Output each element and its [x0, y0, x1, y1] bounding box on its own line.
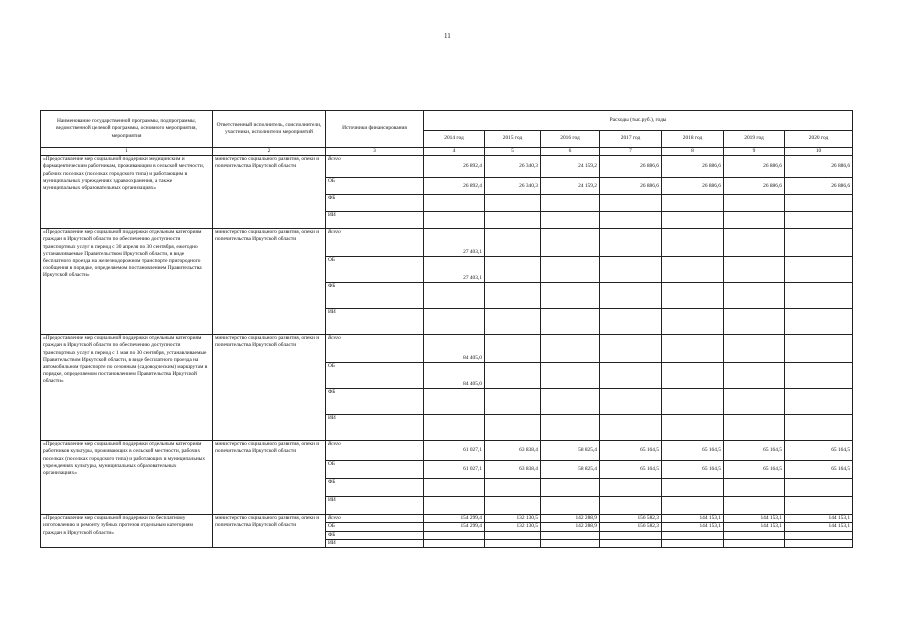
- amount-cell: [724, 531, 785, 539]
- amount-cell: 63 838,4: [485, 441, 541, 461]
- measure-name: «Предоставление мер социальной поддержки по бесплатному изготовлению и ремонту зубных протезов отдельным категориям граждан в Иркутской области»: [41, 515, 213, 548]
- amount-cell: 144 153,1: [785, 523, 853, 531]
- amount-cell: [724, 497, 785, 515]
- amount-cell: 132 130,5: [485, 515, 541, 523]
- amount-cell: 26 340,3: [485, 156, 541, 178]
- amount-cell: [485, 539, 541, 547]
- amount-cell: [485, 257, 541, 283]
- header-name: Наименование государственной программы, подпрограммы, ведомственной целевой программы, основного мероприятия, мероприятия: [41, 111, 213, 148]
- amount-cell: [785, 479, 853, 497]
- amount-cell: [600, 212, 662, 229]
- amount-cell: [600, 257, 662, 283]
- amount-cell: [662, 415, 724, 441]
- header-year: 2020 год: [785, 131, 853, 148]
- amount-cell: [724, 539, 785, 547]
- amount-cell: [600, 539, 662, 547]
- amount-cell: [600, 415, 662, 441]
- amount-cell: [541, 389, 600, 415]
- amount-cell: [600, 531, 662, 539]
- funding-source: ИИ: [326, 212, 424, 229]
- funding-source: Всего: [326, 156, 424, 178]
- amount-cell: [662, 257, 724, 283]
- amount-cell: 65 164,5: [662, 461, 724, 479]
- amount-cell: 26 886,6: [600, 178, 662, 195]
- header-executor: Ответственный исполнитель, соисполнители, участники, исполнители мероприятий: [213, 111, 326, 148]
- amount-cell: 144 153,1: [785, 515, 853, 523]
- table-row: [41, 515, 853, 523]
- table-row: [41, 335, 853, 363]
- amount-cell: 65 164,5: [600, 441, 662, 461]
- column-index: 9: [724, 148, 785, 156]
- amount-cell: [600, 363, 662, 389]
- amount-cell: [424, 195, 485, 212]
- table-row: [41, 441, 853, 461]
- amount-cell: 144 153,1: [724, 523, 785, 531]
- column-index: 8: [662, 148, 724, 156]
- amount-cell: 65 164,5: [785, 441, 853, 461]
- amount-cell: [485, 497, 541, 515]
- amount-cell: 65 164,5: [600, 461, 662, 479]
- table-row: [41, 156, 853, 178]
- amount-cell: [724, 389, 785, 415]
- column-index: 10: [785, 148, 853, 156]
- header-expenses: Расходы (тыс.руб.), годы: [424, 111, 853, 131]
- amount-cell: [785, 389, 853, 415]
- column-index: 1: [41, 148, 213, 156]
- table-row: [41, 229, 853, 257]
- funding-source: ФБ: [326, 283, 424, 309]
- amount-cell: [785, 229, 853, 257]
- amount-cell: 26 886,6: [662, 156, 724, 178]
- amount-cell: 27 403,1: [424, 229, 485, 257]
- funding-source: ФБ: [326, 389, 424, 415]
- amount-cell: [424, 389, 485, 415]
- amount-cell: [785, 195, 853, 212]
- header-year: 2015 год: [485, 131, 541, 148]
- amount-cell: 156 582,3: [600, 523, 662, 531]
- executor: министерство социального развития, опеки и попечительства Иркутской области: [213, 156, 326, 229]
- amount-cell: [485, 212, 541, 229]
- amount-cell: [662, 283, 724, 309]
- amount-cell: 26 886,6: [785, 178, 853, 195]
- amount-cell: [785, 309, 853, 335]
- amount-cell: [724, 335, 785, 363]
- funding-source: Всего: [326, 229, 424, 257]
- amount-cell: 65 164,5: [662, 441, 724, 461]
- amount-cell: [600, 479, 662, 497]
- amount-cell: [485, 195, 541, 212]
- amount-cell: [424, 415, 485, 441]
- amount-cell: 142 288,9: [541, 515, 600, 523]
- amount-cell: [724, 309, 785, 335]
- amount-cell: [541, 229, 600, 257]
- amount-cell: [541, 415, 600, 441]
- amount-cell: [724, 363, 785, 389]
- amount-cell: [662, 229, 724, 257]
- amount-cell: 26 892,4: [424, 178, 485, 195]
- amount-cell: [785, 335, 853, 363]
- measure-name: «Предоставление мер социальной поддержки отдельным категориям граждан в Иркутской области по обеспечению доступности транспортных услуг в период с 1 мая по 30 сентября, устанавливаемые Правительством Иркутской области, в виде бесплатного проезда на автомобильном транспорте по сезонным (садоводческим) маршрутам в порядке, определяемом постановлением Правительства Иркутской области»: [41, 335, 213, 441]
- amount-cell: [424, 497, 485, 515]
- amount-cell: 61 027,1: [424, 461, 485, 479]
- amount-cell: [600, 195, 662, 212]
- amount-cell: [724, 195, 785, 212]
- amount-cell: 26 340,3: [485, 178, 541, 195]
- page-number: 11: [444, 32, 451, 40]
- amount-cell: [785, 257, 853, 283]
- funding-source: ФБ: [326, 531, 424, 539]
- measure-name: «Предоставление мер социальной поддержки отдельным категориям работников культуры, проживающих в сельской местности, рабочих поселках (поселках городского типа) и работающих в муниципальных учреждениях культуры, муниципальных образовательных организациях»: [41, 441, 213, 515]
- amount-cell: [485, 415, 541, 441]
- executor: министерство социального развития, опеки и попечительства Иркутской области: [213, 335, 326, 441]
- amount-cell: [485, 309, 541, 335]
- amount-cell: [485, 283, 541, 309]
- amount-cell: [424, 283, 485, 309]
- amount-cell: [485, 479, 541, 497]
- amount-cell: 144 153,1: [662, 515, 724, 523]
- amount-cell: 26 886,6: [600, 156, 662, 178]
- amount-cell: [541, 479, 600, 497]
- amount-cell: [485, 335, 541, 363]
- amount-cell: [724, 257, 785, 283]
- amount-cell: [662, 212, 724, 229]
- amount-cell: [662, 389, 724, 415]
- funding-source: ФБ: [326, 479, 424, 497]
- amount-cell: [600, 389, 662, 415]
- amount-cell: [541, 539, 600, 547]
- header-sources: Источники финансирования: [326, 111, 424, 148]
- amount-cell: [485, 229, 541, 257]
- amount-cell: [541, 195, 600, 212]
- column-index: 7: [600, 148, 662, 156]
- amount-cell: [424, 539, 485, 547]
- column-index: 6: [541, 148, 600, 156]
- header-year: 2019 год: [724, 131, 785, 148]
- funding-source: Всего: [326, 335, 424, 363]
- amount-cell: [662, 539, 724, 547]
- funding-source: ОБ: [326, 257, 424, 283]
- amount-cell: 65 164,5: [785, 461, 853, 479]
- amount-cell: [662, 479, 724, 497]
- financing-table: [40, 110, 853, 548]
- amount-cell: [541, 257, 600, 283]
- amount-cell: [541, 309, 600, 335]
- amount-cell: [424, 479, 485, 497]
- amount-cell: [785, 539, 853, 547]
- amount-cell: [600, 283, 662, 309]
- amount-cell: [785, 212, 853, 229]
- amount-cell: 65 164,5: [724, 441, 785, 461]
- funding-source: Всего: [326, 441, 424, 461]
- header-year: 2018 год: [662, 131, 724, 148]
- amount-cell: [662, 531, 724, 539]
- amount-cell: 27 403,1: [424, 257, 485, 283]
- amount-cell: [600, 497, 662, 515]
- amount-cell: [785, 497, 853, 515]
- column-index: 2: [213, 148, 326, 156]
- amount-cell: 156 582,3: [600, 515, 662, 523]
- amount-cell: [662, 335, 724, 363]
- amount-cell: 58 825,4: [541, 441, 600, 461]
- funding-source: Всего: [326, 515, 424, 523]
- amount-cell: [485, 363, 541, 389]
- executor: министерство социального развития, опеки и попечительства Иркутской области: [213, 229, 326, 335]
- amount-cell: 26 892,4: [424, 156, 485, 178]
- amount-cell: [785, 283, 853, 309]
- amount-cell: 26 886,6: [724, 156, 785, 178]
- amount-cell: [600, 229, 662, 257]
- header-year: 2016 год: [541, 131, 600, 148]
- amount-cell: 84 405,0: [424, 335, 485, 363]
- amount-cell: 142 288,9: [541, 523, 600, 531]
- column-index: 3: [326, 148, 424, 156]
- funding-source: ИИ: [326, 415, 424, 441]
- amount-cell: 154 299,4: [424, 523, 485, 531]
- amount-cell: [662, 497, 724, 515]
- amount-cell: 144 153,1: [724, 515, 785, 523]
- executor: министерство социального развития, опеки и попечительства Иркутской области: [213, 515, 326, 548]
- amount-cell: [724, 212, 785, 229]
- amount-cell: [541, 531, 600, 539]
- amount-cell: [541, 212, 600, 229]
- amount-cell: [785, 531, 853, 539]
- amount-cell: [485, 531, 541, 539]
- amount-cell: [724, 229, 785, 257]
- amount-cell: 24 159,2: [541, 178, 600, 195]
- amount-cell: [785, 363, 853, 389]
- amount-cell: 24 159,2: [541, 156, 600, 178]
- funding-source: ОБ: [326, 523, 424, 531]
- amount-cell: 61 027,1: [424, 441, 485, 461]
- column-index: 4: [424, 148, 485, 156]
- amount-cell: [600, 335, 662, 363]
- amount-cell: [785, 415, 853, 441]
- amount-cell: [724, 283, 785, 309]
- measure-name: «Предоставление мер социальной поддержки отдельным категориям граждан в Иркутской области по обеспечению доступности транспортных услуг в период с 30 апреля по 30 сентября, ежегодно устанавливаемые Правительством Иркутской области, в виде бесплатного проезда на железнодорожном транспорте пригородного сообщения в порядке, определяемом постановлением Правительства Иркутской области»: [41, 229, 213, 335]
- funding-source: ИИ: [326, 539, 424, 547]
- amount-cell: 63 838,4: [485, 461, 541, 479]
- amount-cell: [541, 363, 600, 389]
- amount-cell: [541, 335, 600, 363]
- amount-cell: [485, 389, 541, 415]
- amount-cell: 58 825,4: [541, 461, 600, 479]
- amount-cell: [541, 283, 600, 309]
- funding-source: ОБ: [326, 178, 424, 195]
- amount-cell: [662, 309, 724, 335]
- executor: министерство социального развития, опеки и попечительства Иркутской области: [213, 441, 326, 515]
- amount-cell: [662, 363, 724, 389]
- amount-cell: 154 299,4: [424, 515, 485, 523]
- funding-source: ОБ: [326, 461, 424, 479]
- amount-cell: 65 164,5: [724, 461, 785, 479]
- funding-source: ОБ: [326, 363, 424, 389]
- amount-cell: [424, 309, 485, 335]
- column-index: 5: [485, 148, 541, 156]
- amount-cell: 132 130,5: [485, 523, 541, 531]
- table-header: [41, 111, 853, 156]
- amount-cell: [424, 531, 485, 539]
- amount-cell: 84 405,0: [424, 363, 485, 389]
- measure-name: «Предоставление мер социальной поддержки медицинским и фармацевтическим работникам, проживающим в сельской местности, рабочих поселках (поселках городского типа) и работающим в муниципальных учреждениях здравоохранения, а также муниципальных образовательных организациях»: [41, 156, 213, 229]
- amount-cell: 26 886,6: [785, 156, 853, 178]
- amount-cell: [724, 415, 785, 441]
- header-year: 2014 год: [424, 131, 485, 148]
- amount-cell: [541, 497, 600, 515]
- funding-source: ФБ: [326, 195, 424, 212]
- amount-cell: 144 153,1: [662, 523, 724, 531]
- amount-cell: [724, 479, 785, 497]
- funding-source: ИИ: [326, 497, 424, 515]
- amount-cell: [662, 195, 724, 212]
- funding-source: ИИ: [326, 309, 424, 335]
- amount-cell: 26 886,6: [662, 178, 724, 195]
- header-year: 2017 год: [600, 131, 662, 148]
- amount-cell: [424, 212, 485, 229]
- amount-cell: 26 886,6: [724, 178, 785, 195]
- amount-cell: [600, 309, 662, 335]
